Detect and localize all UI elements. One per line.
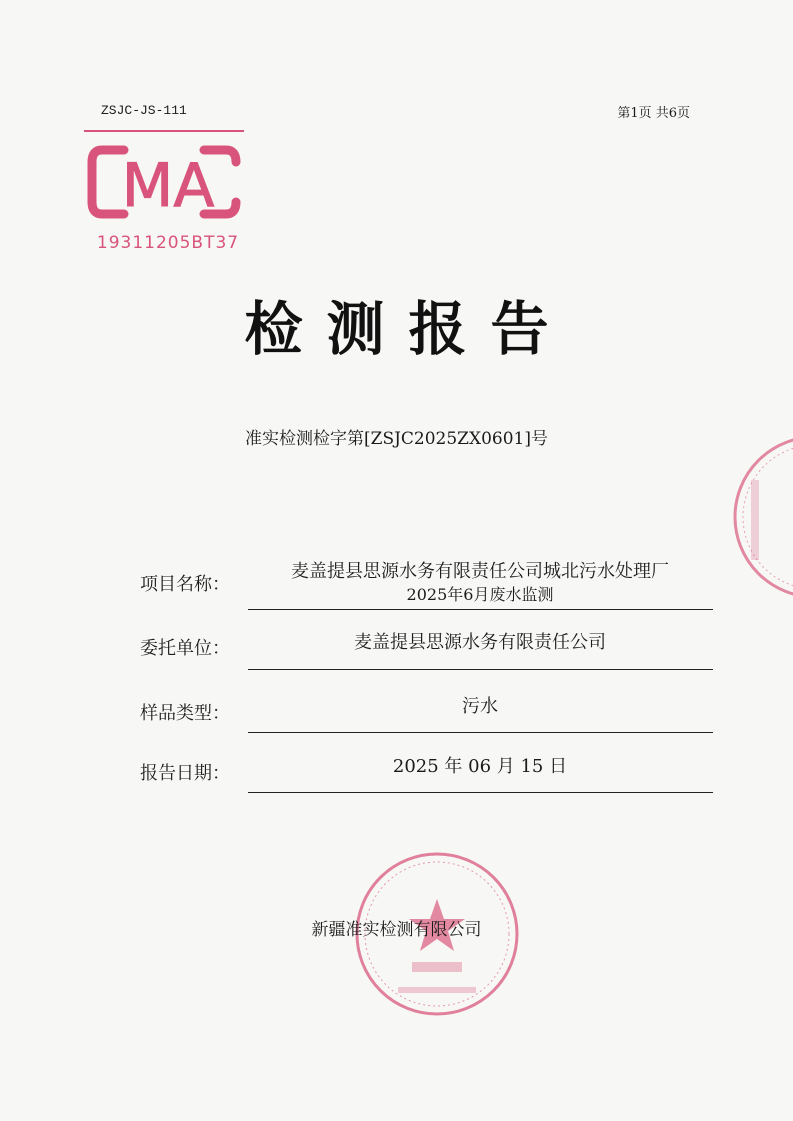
client-underline [248,669,713,670]
project-underline [248,609,713,610]
seal-partial-right [727,430,793,605]
sample-type-label: 样品类型： [140,703,230,724]
project-name-value-line1: 麦盖提县思源水务有限责任公司城北污水处理厂 [291,561,669,582]
company-name: 新疆准实检测有限公司 [311,920,482,940]
page-info: 第1页 共6页 [617,106,690,121]
cma-number: 19311205BT37 [96,233,240,253]
document-code: ZSJC-JS-111 [101,103,187,118]
report-date-underline [248,792,713,793]
client-label: 委托单位： [140,638,230,659]
project-name-value-line2: 2025年6月废水监测 [406,585,554,604]
report-date-label: 报告日期： [140,763,230,784]
sample-type-underline [248,732,713,733]
cma-letters: MA [121,151,215,221]
report-title: 检测报告 [244,295,573,363]
sample-type-value: 污水 [462,696,498,717]
report-number: 准实检测检字第[ZSJC2025ZX0601]号 [245,429,548,449]
project-name-label: 项目名称： [140,574,230,595]
report-date-value: 2025 年 06 月 15 日 [392,756,568,777]
client-value: 麦盖提县思源水务有限责任公司 [354,632,606,653]
cma-logo [84,128,256,256]
